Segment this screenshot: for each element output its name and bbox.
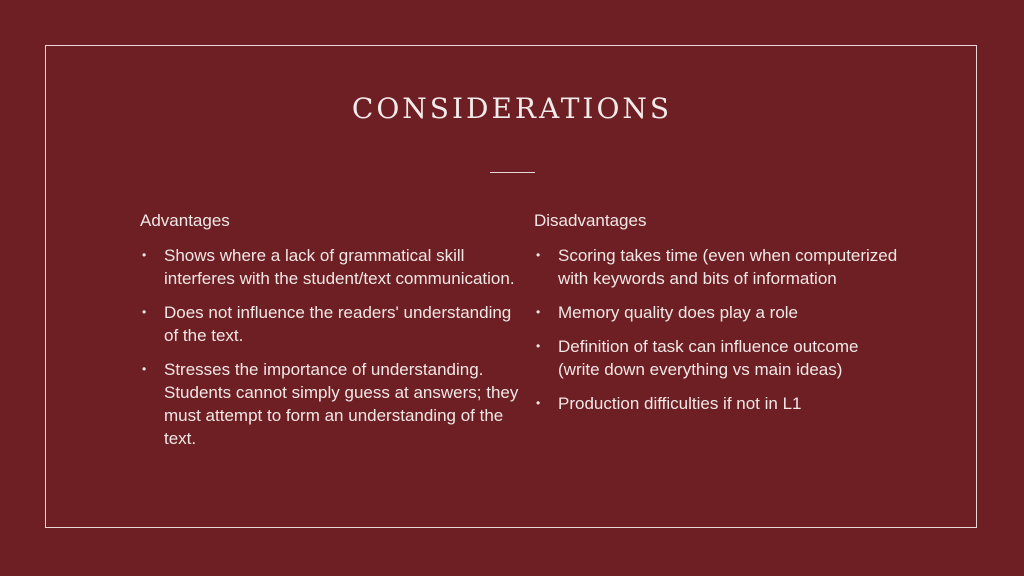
list-item-text: Production difficulties if not in L1: [558, 394, 802, 413]
bullet-icon: •: [536, 248, 541, 262]
list-item-text: Memory quality does play a role: [558, 303, 799, 322]
bullet-icon: •: [536, 339, 541, 353]
list-item-text: Stresses the importance of understanding. Students cannot simply guess at answers; they must attempt to form an understanding of the text.: [164, 360, 519, 448]
title-divider: [490, 172, 535, 173]
bullet-icon: •: [142, 305, 147, 319]
list-item: [140, 358, 520, 450]
disadvantages-column: [534, 210, 904, 426]
disadvantages-list: [534, 244, 904, 415]
bullet-icon: •: [142, 362, 147, 376]
advantages-column: [140, 210, 520, 461]
list-item: [534, 335, 904, 381]
bullet-icon: •: [536, 396, 541, 410]
list-item: [534, 244, 904, 290]
list-item: [140, 244, 520, 290]
list-item: [534, 392, 904, 415]
list-item-text: Scoring takes time (even when computerized with keywords and bits of information: [558, 246, 898, 288]
advantages-heading: Advantages: [140, 211, 230, 230]
bullet-icon: •: [142, 248, 147, 262]
slide-title: CONSIDERATIONS: [351, 92, 673, 125]
list-item-text: Shows where a lack of grammatical skill interferes with the student/text communication.: [164, 246, 515, 288]
bullet-icon: •: [536, 305, 541, 319]
list-item: [140, 301, 520, 347]
list-item: [534, 301, 904, 324]
advantages-list: [140, 244, 520, 450]
list-item-text: Definition of task can influence outcome (write down everything vs main ideas): [558, 337, 859, 379]
list-item-text: Does not influence the readers' understanding of the text.: [164, 303, 512, 345]
disadvantages-heading: Disadvantages: [534, 211, 647, 230]
